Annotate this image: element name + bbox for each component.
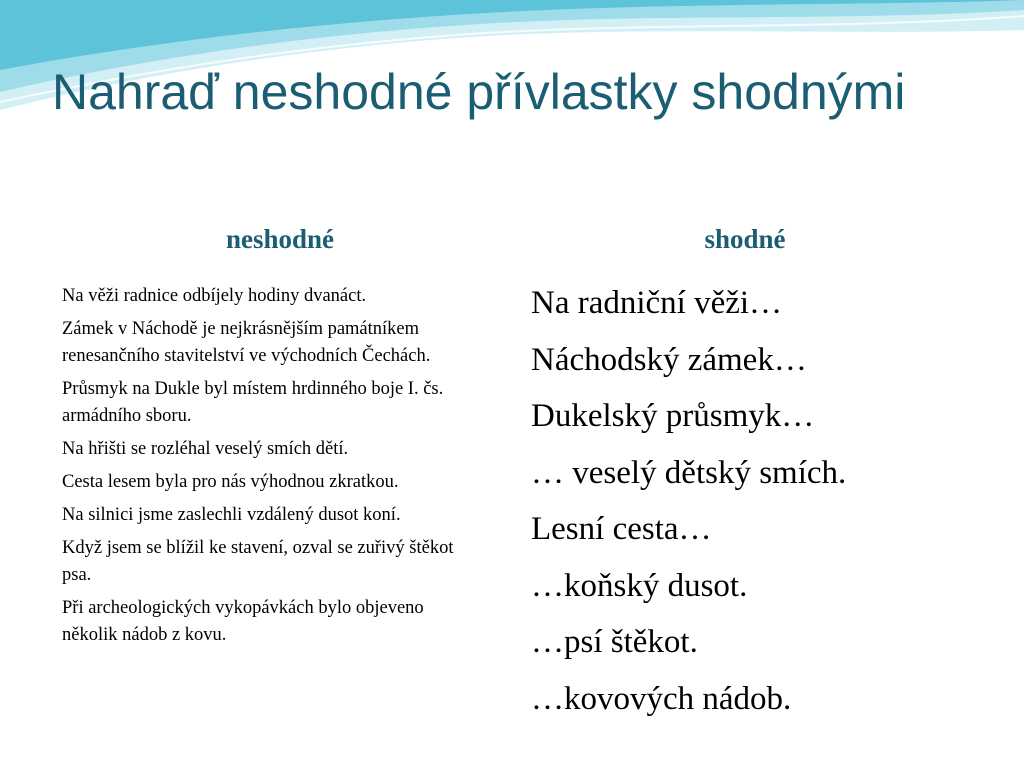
left-item: Na hřišti se rozléhal veselý smích dětí.	[62, 439, 349, 459]
right-item: …psí štěkot.	[531, 624, 698, 660]
right-item: … veselý dětský smích.	[531, 454, 847, 491]
right-item: …kovových nádob.	[531, 680, 792, 717]
right-item: Dukelský průsmyk…	[531, 398, 815, 434]
right-answer-list	[531, 284, 991, 736]
left-item: Průsmyk na Dukle byl místem hrdinného boje I. čs. armádního sboru.	[62, 379, 444, 426]
right-column-heading: shodné	[704, 224, 786, 254]
slide-title: Nahraď neshodné přívlastky shodnými	[52, 64, 906, 120]
left-item: Zámek v Náchodě je nejkrásnějším památníkem renesančního stavitelství ve východních Čechách.	[62, 319, 431, 366]
left-item: Při archeologických vykopávkách bylo objeveno několik nádob z kovu.	[62, 598, 424, 645]
right-item: Na radniční věži…	[531, 285, 783, 321]
right-item: Lesní cesta…	[531, 511, 712, 547]
right-item: …koňský dusot.	[531, 567, 748, 604]
left-item: Když jsem se blížil ke stavení, ozval se zuřivý štěkot psa.	[62, 538, 454, 585]
left-item: Na věži radnice odbíjely hodiny dvanáct.	[62, 286, 367, 306]
right-item: Náchodský zámek…	[531, 341, 807, 378]
left-item: Cesta lesem byla pro nás výhodnou zkratkou.	[62, 472, 399, 492]
left-sentence-list	[62, 283, 482, 655]
left-item: Na silnici jsme zaslechli vzdálený dusot koní.	[62, 505, 401, 525]
left-column-heading: neshodné	[225, 224, 335, 254]
